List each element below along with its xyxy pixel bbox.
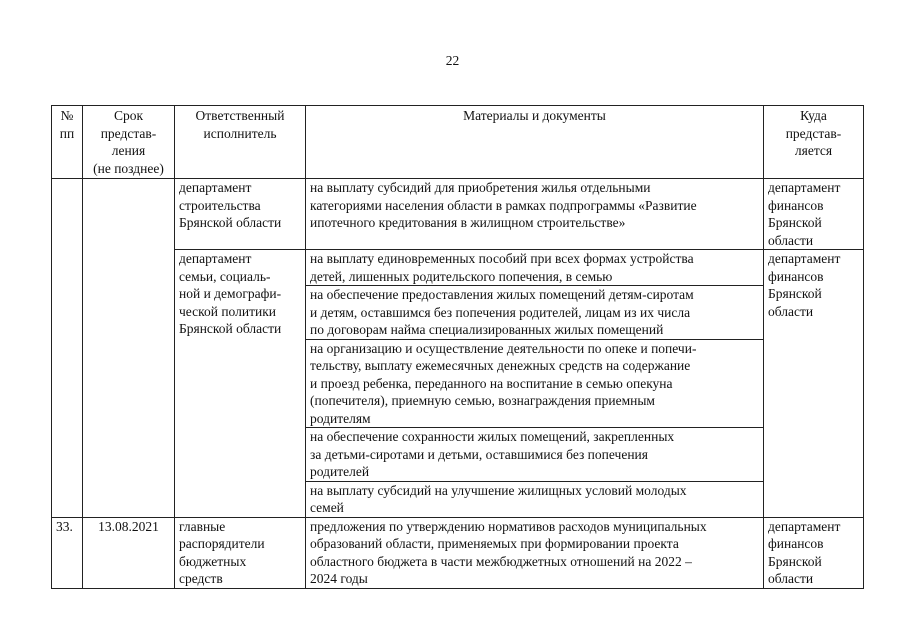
material-line: (попечителя), приемную семью, вознаграждения приемным xyxy=(310,393,655,408)
responsible-line: Брянской области xyxy=(179,321,282,336)
header-materials xyxy=(306,106,764,179)
material-line: ипотечного кредитования в жилищном строительстве» xyxy=(310,215,626,230)
materials-cell xyxy=(306,339,764,428)
header-line: Куда xyxy=(800,108,827,123)
header-responsible xyxy=(175,106,306,179)
recipient-cell xyxy=(764,517,864,588)
material-line: на выплату субсидий на улучшение жилищных условий молодых xyxy=(310,482,687,498)
material-line: родителей xyxy=(310,464,370,479)
recipient-line: Брянской xyxy=(768,215,822,230)
deadline-cell xyxy=(83,179,175,250)
header-num xyxy=(52,106,83,179)
materials-cell xyxy=(306,481,764,517)
num-cell xyxy=(52,179,83,250)
material-line: категориями населения области в рамках подпрограммы «Развитие xyxy=(310,197,697,213)
header-deadline xyxy=(83,106,175,179)
materials-cell xyxy=(306,428,764,482)
material-line: и детям, оставшимся без попечения родителей, лицам из их числа xyxy=(310,304,691,320)
header-line: (не позднее) xyxy=(93,160,164,176)
material-line: предложения по утверждению нормативов расходов муниципальных xyxy=(310,518,707,534)
header-line: ления xyxy=(111,143,146,158)
material-line: тельству, выплату ежемесячных денежных средств на содержание xyxy=(310,358,691,373)
responsible-line: строительства xyxy=(179,197,261,213)
material-line: родителям xyxy=(310,410,371,426)
materials-cell xyxy=(306,179,764,250)
material-line: и проезд ребенка, переданного на воспитание в семью опекуна xyxy=(310,375,673,391)
material-line: детей, лишенных родительского попечения, в семью xyxy=(310,268,613,284)
responsible-line: распорядители xyxy=(179,536,265,551)
recipient-cell xyxy=(764,250,864,518)
responsible-cell xyxy=(175,517,306,588)
recipient-line: финансов xyxy=(768,197,824,213)
responsible-line: департамент xyxy=(179,180,252,195)
recipient-line: финансов xyxy=(768,268,824,284)
responsible-line: главные xyxy=(179,518,226,534)
responsible-line: ной и демографи- xyxy=(179,286,282,301)
header-line: Срок xyxy=(113,108,144,123)
responsible-cell xyxy=(175,179,306,250)
material-line: 2024 годы xyxy=(310,571,368,586)
header-line: представ- xyxy=(785,125,842,141)
material-line: областного бюджета в части межбюджетных отношений на 2022 – xyxy=(310,553,692,569)
material-line: на выплату единовременных пособий при всех формах устройства xyxy=(310,251,694,266)
num-cell: 33. xyxy=(52,517,83,588)
materials-cell xyxy=(306,250,764,286)
table-row xyxy=(52,250,864,286)
material-line: образований области, применяемых при формировании проекта xyxy=(310,536,679,551)
materials-cell xyxy=(306,517,764,588)
recipient-line: финансов xyxy=(768,536,824,551)
recipient-line: области xyxy=(768,303,814,319)
materials-cell xyxy=(306,286,764,340)
header-line: № xyxy=(60,108,74,123)
header-recipient xyxy=(764,106,864,179)
material-line: на обеспечение предоставления жилых помещений детям-сиротам xyxy=(310,287,694,302)
num-cell xyxy=(52,250,83,518)
recipient-line: департамент xyxy=(768,251,841,266)
material-line: за детьми-сиротами и детьми, оставшимися без попечения xyxy=(310,446,648,462)
responsible-line: бюджетных xyxy=(179,553,247,569)
recipient-cell xyxy=(764,179,864,250)
recipient-line: департамент xyxy=(768,518,841,534)
material-line: на организацию и осуществление деятельности по опеке и попечи- xyxy=(310,340,697,356)
header-line: представ- xyxy=(100,125,157,141)
deadline-cell xyxy=(83,250,175,518)
page-number: 22 xyxy=(445,53,460,68)
responsible-line: Брянской области xyxy=(179,215,282,230)
responsible-line: средств xyxy=(179,571,223,586)
material-line: на обеспечение сохранности жилых помещений, закрепленных xyxy=(310,429,675,444)
header-line: ляется xyxy=(794,143,833,158)
material-line: на выплату субсидий для приобретения жилья отдельными xyxy=(310,180,651,195)
table-header xyxy=(52,106,864,179)
header-line: Ответственный xyxy=(195,108,285,123)
table-row xyxy=(52,179,864,250)
header-line: исполнитель xyxy=(203,125,277,141)
table-row xyxy=(52,517,864,588)
document-table xyxy=(51,105,864,589)
responsible-line: семьи, социаль- xyxy=(179,268,271,284)
responsible-line: департамент xyxy=(179,251,252,266)
recipient-line: департамент xyxy=(768,180,841,195)
recipient-line: области xyxy=(768,571,814,586)
responsible-line: ческой политики xyxy=(179,303,276,319)
material-line: семей xyxy=(310,500,344,515)
recipient-line: Брянской xyxy=(768,286,822,301)
recipient-line: области xyxy=(768,232,814,248)
responsible-cell xyxy=(175,250,306,518)
recipient-line: Брянской xyxy=(768,553,822,569)
header-line: пп xyxy=(59,125,75,141)
header-line: Материалы и документы xyxy=(463,108,606,123)
material-line: по договорам найма специализированных жилых помещений xyxy=(310,322,664,337)
deadline-cell: 13.08.2021 xyxy=(83,517,175,588)
